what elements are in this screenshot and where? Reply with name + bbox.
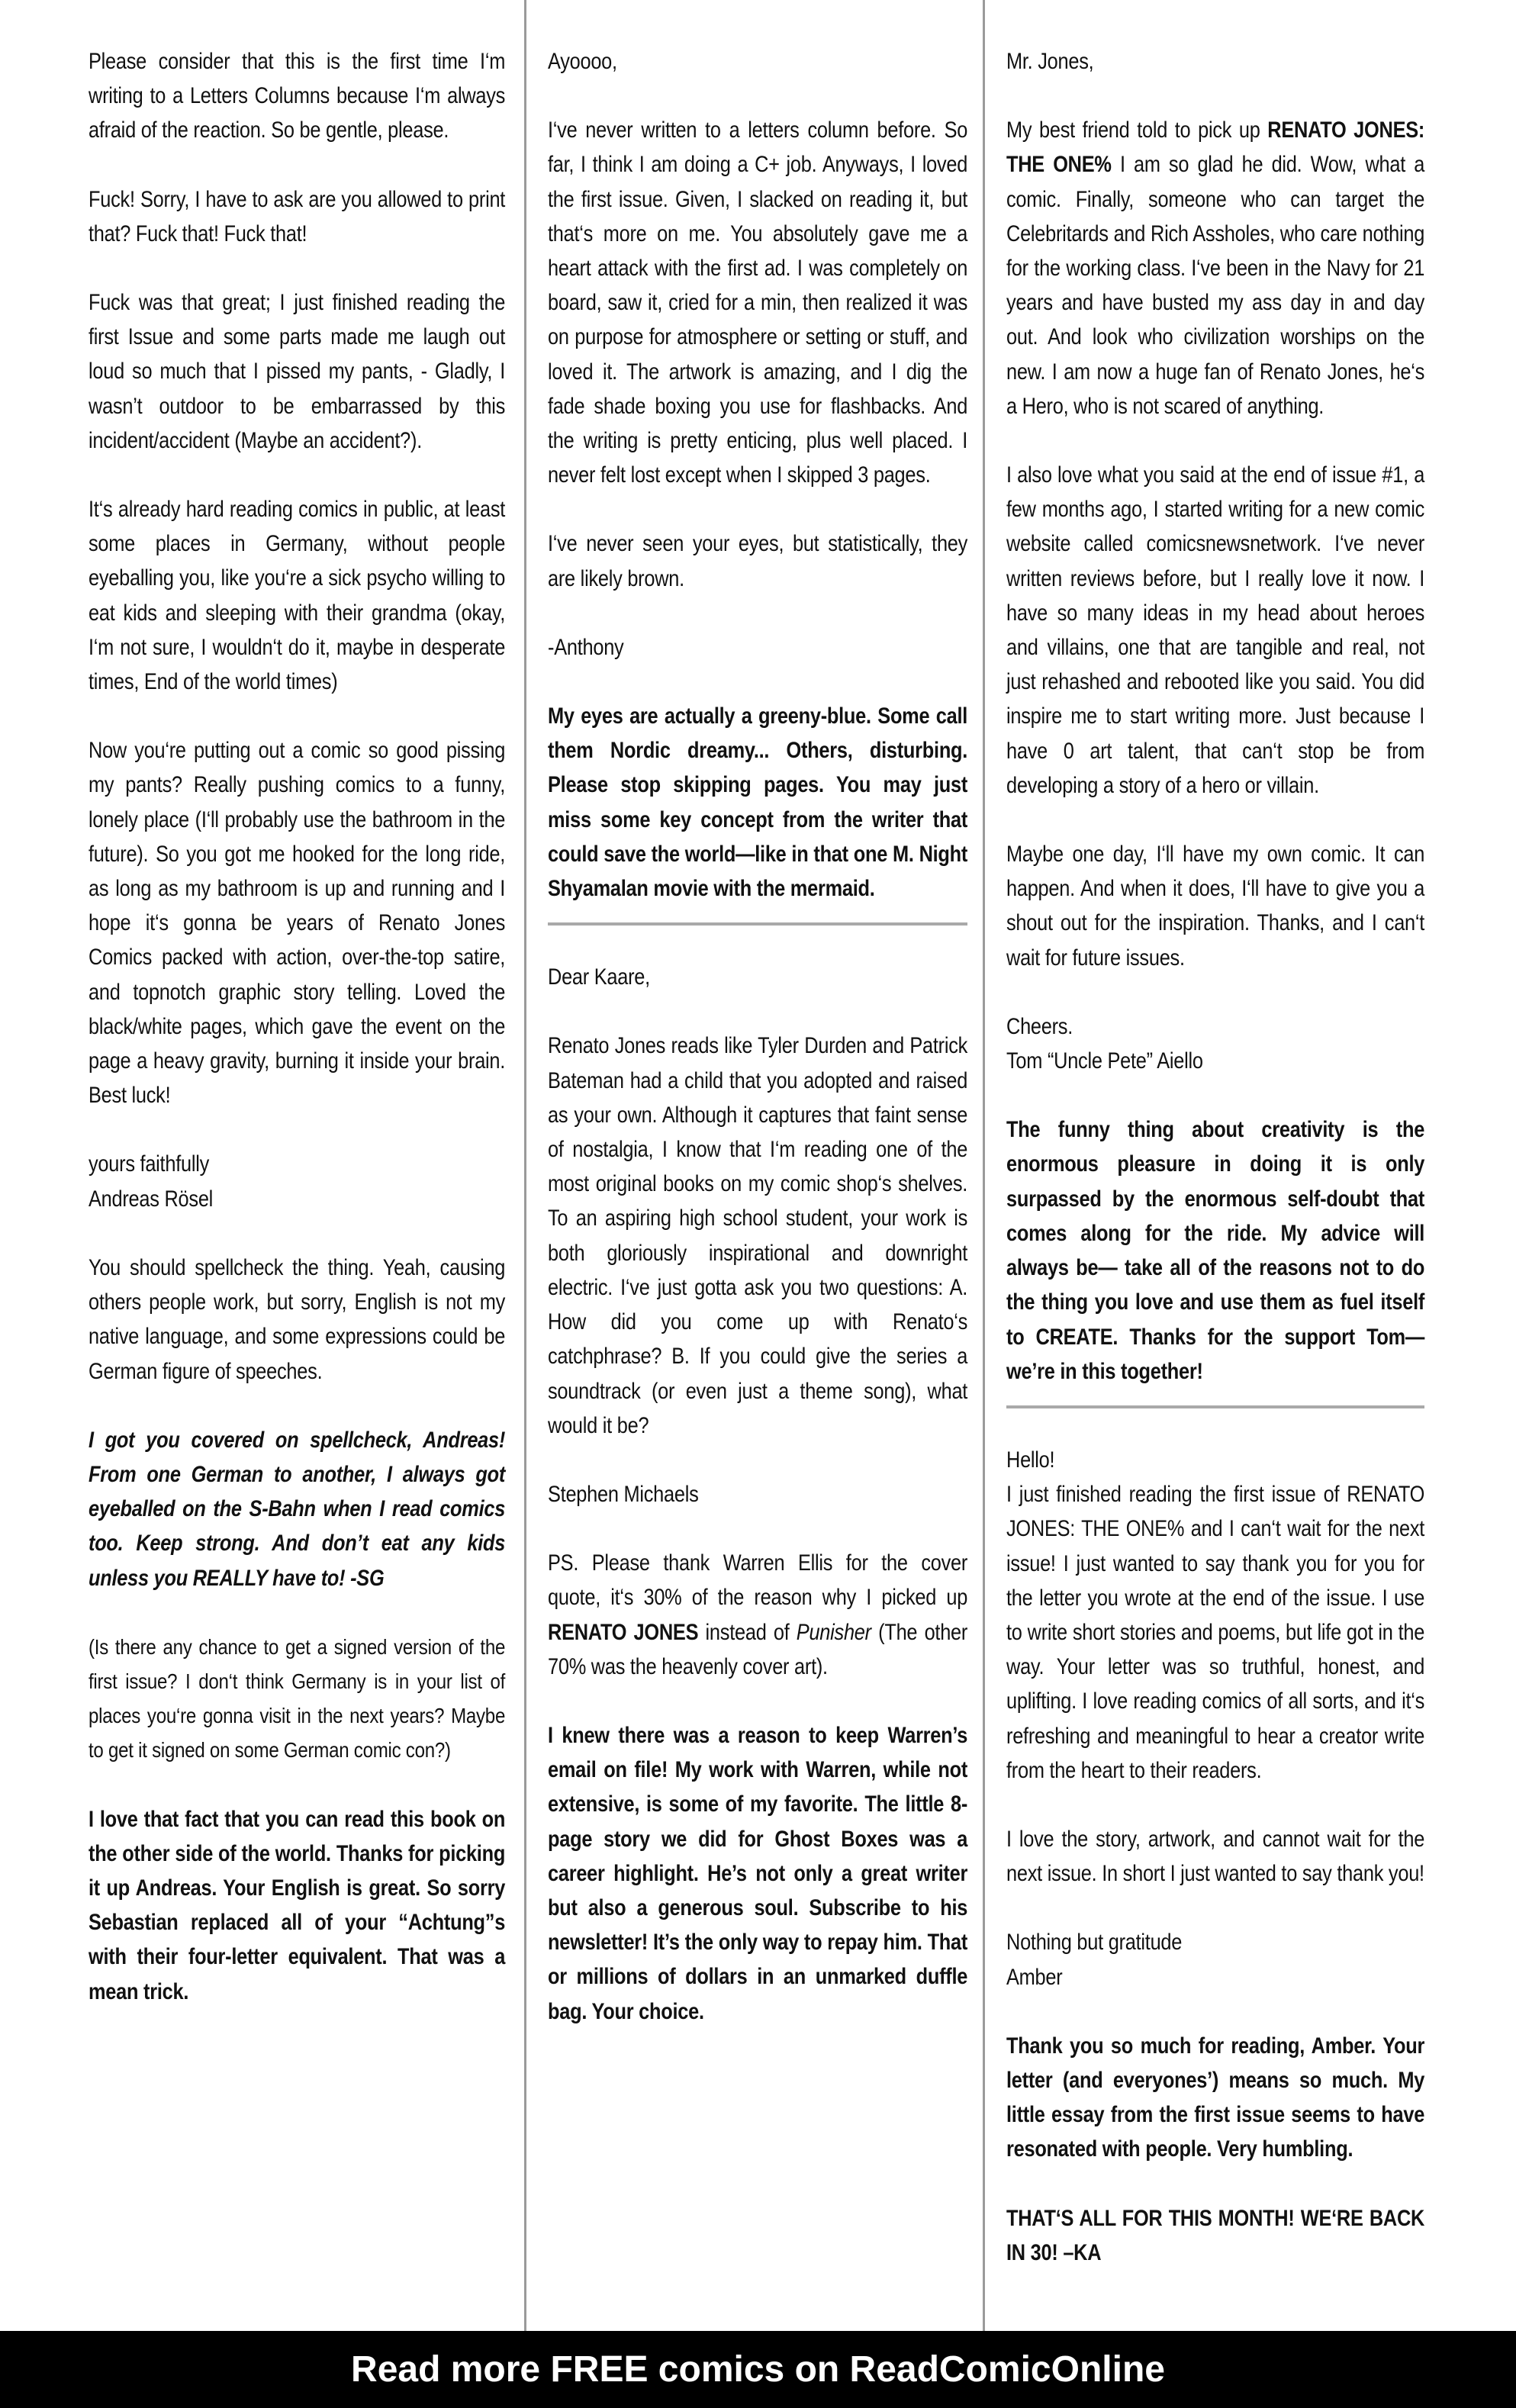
letter-paragraph: I just finished reading the first issue of RENATO JONES: THE ONE% and I can‘t wait for the next issue! I just wanted to say thank you for you for the letter you wrote at the end of the issue. I use to write short stories and poems, but life got in the way. Your letter was so truthful, honest, and uplifting. I love reading comics of all sorts, and it‘s refreshing and meaningful to hear a creator write from the heart to their readers. bbox=[1006, 1482, 1425, 1783]
letter-signoff: Nothing but gratitude bbox=[1006, 1930, 1183, 1956]
editor-reply: My eyes are actually a greeny-blue. Some call them Nordic dreamy... Others, disturbing. Please stop skipping pages. You may just miss some key concept from the writer that could save the world—like in that one M. Night Shyamalan movie with the mermaid. bbox=[548, 703, 968, 902]
editor-reply: I knew there was a reason to keep Warren’s email on file! My work with Warren, while not extensive, is some of my favorite. The little 8-page story we did for Ghost Boxes was a career highlight. He’s not only a great writer but also a generous soul. Subscribe to his newsletter! It’s the only way to repay him. That or millions of dollars in an unmarked duffle bag. Your choice. bbox=[548, 1722, 968, 2024]
letter-paragraph bbox=[1006, 113, 1424, 423]
letter-text: I am so glad he did. Wow, what a comic. Finally, someone who can target the Celebritards and Rich Assholes, who care nothing for the working class. I‘ve been in the Navy for 21 years and have busted my ass day in and day out. And look who civilization worships on the new. I am now a huge fan of Renato Jones, he‘s a Hero, who is not scared of anything. bbox=[1006, 152, 1425, 419]
editor-reply: The funny thing about creativity is the enormous pleasure in doing it is only surpassed by the enormous self-doubt that comes along for the ride. My advice will always be— take all of the reasons not to do the thing you love and use them as fuel itself to CREATE. Thanks for the support Tom— we’re in this together! bbox=[1006, 1117, 1425, 1384]
column-divider-right bbox=[983, 0, 985, 2331]
ps-text: instead of bbox=[698, 1619, 797, 1645]
letters-column-3 bbox=[1006, 44, 1424, 2304]
letter-text: My best friend told to pick up bbox=[1006, 118, 1268, 143]
letter-paragraph: (Is there any chance to get a signed version of the first issue? I don‘t think Germany is in your list of places you‘re gonna visit in the next years? Maybe to get it signed on some German comic con?) bbox=[89, 1634, 506, 1763]
ps-text: (The other 70% was the heavenly cover art). bbox=[548, 1619, 968, 1679]
letter-greeting: Dear Kaare, bbox=[548, 964, 650, 990]
letter-paragraph: Renato Jones reads like Tyler Durden and Patrick Bateman had a child that you adopted and raised as your own. Although it captures that faint sense of nostalgia, I know that I‘m reading one of the most original books on my comic shop‘s shelves. To an aspiring high school student, your work is both gloriously inspirational and downright electric. I‘ve just gotta ask you two questions: A. How did you come up with Renato‘s catchphrase? B. If you could give the series a soundtrack (or even just a theme song), what would it be? bbox=[548, 1033, 968, 1438]
letter-signature: Tom “Uncle Pete” Aiello bbox=[1006, 1048, 1203, 1074]
letter-paragraph: Fuck! Sorry, I have to ask are you allowed to print that? Fuck that! Fuck that! bbox=[89, 186, 506, 246]
letter-paragraph: I‘ve never written to a letters column before. So far, I think I am doing a C+ job. Anyways, I loved the first issue. Given, I slacked on reading it, but that‘s more on me. You absolutely gave me a heart attack with the first ad. I was completely on board, saw it, cried for a min, then realized it was on purpose for atmosphere or setting or stuff, and loved it. The artwork is amazing, and I dig the fade shade boxing you use for flashbacks. And the writing is pretty enticing, plus well placed. I never felt lost except when I skipped 3 pages. bbox=[548, 118, 968, 488]
ps-text: PS. Please thank Warren Ellis for the cover quote, it‘s 30% of the reason why I picked up bbox=[548, 1550, 968, 1611]
letters-column-2 bbox=[548, 44, 967, 2063]
ps-title-italic: Punisher bbox=[796, 1619, 871, 1645]
letter-paragraph bbox=[548, 1546, 967, 1684]
editor-reply: Thank you so much for reading, Amber. Your letter (and everyones’) means so much. My little essay from the first issue seems to have resonated with people. Very humbling. bbox=[1006, 2033, 1425, 2162]
letter-paragraph: You should spellcheck the thing. Yeah, causing others people work, but sorry, English is not my native language, and some expressions could be German figure of speeches. bbox=[89, 1254, 506, 1384]
closing-note: THAT‘S ALL FOR THIS MONTH! WE‘RE BACK IN 30! –KA bbox=[1006, 2205, 1425, 2265]
letter-separator bbox=[548, 922, 967, 926]
editor-reply: I love that fact that you can read this book on the other side of the world. Thanks for picking it up Andreas. Your English is great. So sorry Sebastian replaced all of your “Achtung”s with their four-letter equivalent. That was a mean trick. bbox=[89, 1806, 506, 2004]
letter-greeting: Hello! bbox=[1006, 1447, 1055, 1473]
letter-paragraph: I also love what you said at the end of issue #1, a few months ago, I started writing for a new comic website called comicsnewsnetwork. I‘ve never written reviews before, but I really love it now. I have so many ideas in my head about heroes and villains, one that are tangible and real, not just rehashed and rebooted like you said. You did inspire me to start writing more. Just because I have 0 art talent, that can‘t stop be from developing a story of a hero or villain. bbox=[1006, 462, 1425, 798]
letter-signature: -Anthony bbox=[548, 634, 624, 660]
letter-signature: Amber bbox=[1006, 1964, 1063, 1990]
letter-paragraph: Maybe one day, I‘ll have my own comic. It can happen. And when it does, I‘ll have to give you a shout out for the inspiration. Thanks, and I can‘t wait for future issues. bbox=[1006, 842, 1425, 971]
letter-paragraph: I love the story, artwork, and cannot wait for the next issue. In short I just wanted to say thank you! bbox=[1006, 1826, 1425, 1887]
footer-text: Read more FREE comics on ReadComicOnline bbox=[351, 2349, 1165, 2390]
letters-column-1 bbox=[89, 44, 505, 2043]
letter-signoff: yours faithfully bbox=[89, 1151, 210, 1177]
letter-paragraph: Now you‘re putting out a comic so good pissing my pants? Really pushing comics to a funny, lonely place (I‘ll probably use the bathroom in the future). So you got me hooked for the long ride, as long as my bathroom is up and running and I hope it‘s gonna be years of Renato Jones Comics packed with action, over-the-top satire, and topnotch graphic story telling. Loved the black/white pages, which gave the event on the page a heavy gravity, burning it inside your brain. Best luck! bbox=[89, 738, 506, 1109]
ps-title-bold: RENATO JONES bbox=[548, 1619, 699, 1645]
letter-signature: Andreas Rösel bbox=[89, 1186, 214, 1212]
letter-separator bbox=[1006, 1405, 1424, 1408]
letter-greeting: Mr. Jones, bbox=[1006, 49, 1094, 74]
column-divider-left bbox=[524, 0, 526, 2331]
letter-signature: Stephen Michaels bbox=[548, 1481, 699, 1507]
letter-signoff: Cheers. bbox=[1006, 1013, 1073, 1039]
letter-paragraph: Fuck was that great; I just finished reading the first Issue and some parts made me laugh out loud so much that I pissed my pants, - Gladly, I wasn’t outdoor to be embarrassed by this incident/accident (Maybe an accident?). bbox=[89, 290, 506, 453]
letter-greeting: Ayoooo, bbox=[548, 49, 617, 74]
editor-reply: I got you covered on spellcheck, Andreas! From one German to another, I always got eyeballed on the S-Bahn when I read comics too. Keep strong. And don’t eat any kids unless you REALLY have to! -SG bbox=[89, 1427, 506, 1591]
letter-paragraph: Please consider that this is the first time I‘m writing to a Letters Columns because I‘m always afraid of the reaction. So be gentle, please. bbox=[89, 49, 506, 143]
letter-paragraph: It‘s already hard reading comics in public, at least some places in Germany, without people eyeballing you, like you‘re a sick psycho willing to eat kids and sleeping with their grandma (okay, I‘m not sure, I wouldn‘t do it, maybe in desperate times, End of the world times) bbox=[89, 497, 506, 695]
comic-title-bold: RENATO JONES: THE ONE% bbox=[1006, 118, 1425, 178]
promo-footer-banner[interactable] bbox=[0, 2331, 1516, 2408]
letter-paragraph: I‘ve never seen your eyes, but statistically, they are likely brown. bbox=[548, 531, 968, 591]
